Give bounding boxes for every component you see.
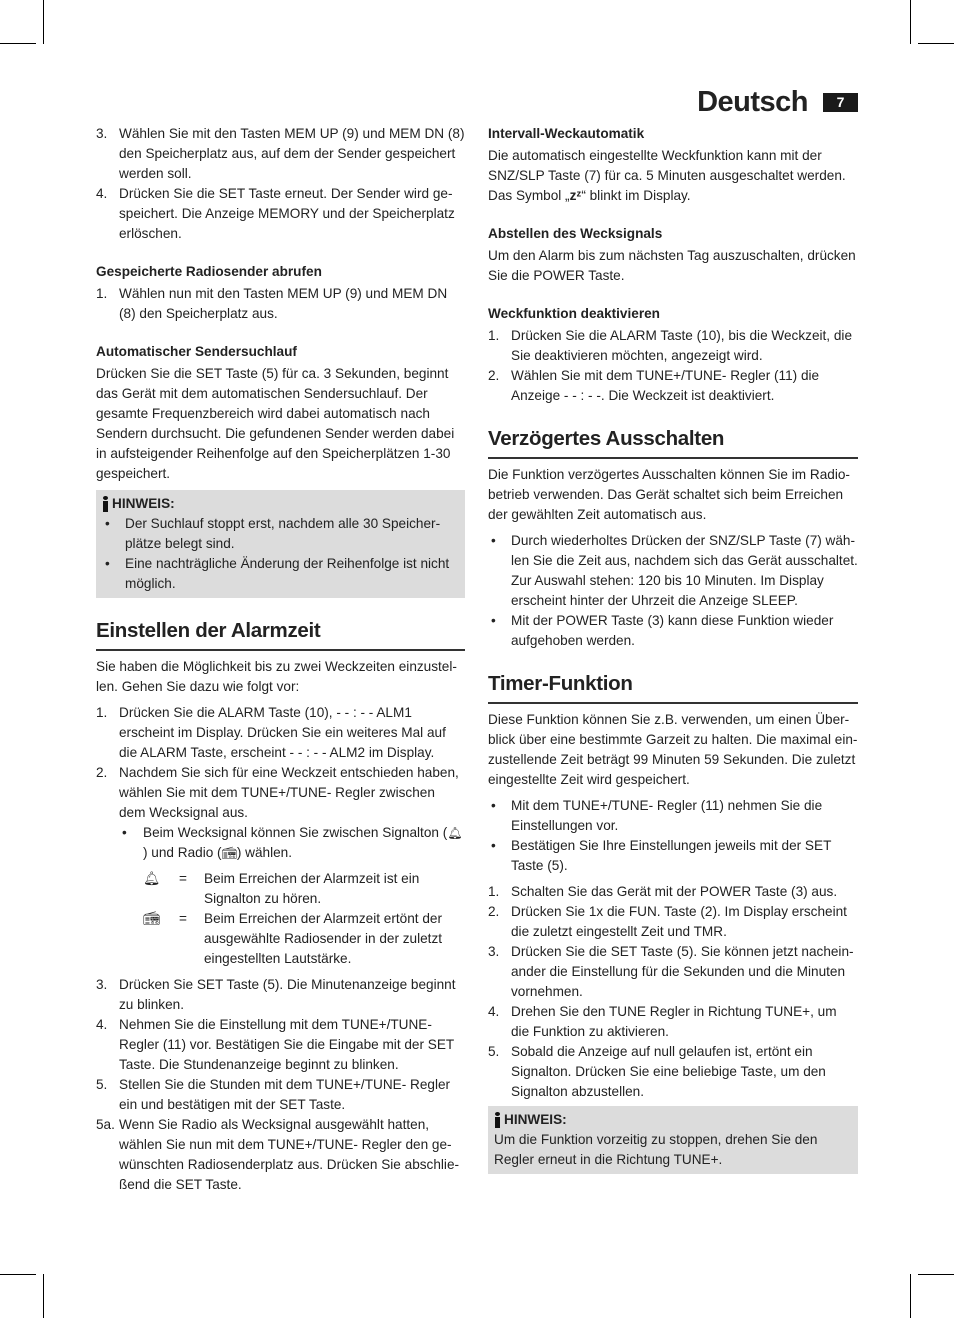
note-list xyxy=(102,514,459,594)
item-number: 5a. xyxy=(96,1117,115,1132)
item-text: Drücken Sie die SET Taste (5). Sie können jetzt nacheinander die Einstellung für die Sekunden und die Minuten vornehmen. xyxy=(511,944,854,999)
item-text: Wählen nun mit den Tasten MEM UP (9) und MEM DN (8) den Speicherplatz aus. xyxy=(119,286,448,321)
section-heading-timer: Timer-Funktion xyxy=(488,671,858,704)
page-number: 7 xyxy=(823,93,858,112)
list-item xyxy=(96,1015,465,1075)
list-item xyxy=(96,184,465,244)
crop-mark xyxy=(43,0,44,44)
note-box xyxy=(96,490,465,598)
item-text: Wählen Sie mit den Tasten MEM UP (9) und MEM DN (8) den Speicherplatz aus, auf dem der Sender gespeichert werden soll. xyxy=(119,126,465,181)
alarm-steps-list xyxy=(96,703,465,823)
list-item xyxy=(96,975,465,1015)
bell-icon: 🔔︎ xyxy=(143,871,161,886)
crop-mark xyxy=(918,43,954,44)
item-number: 3. xyxy=(96,977,108,992)
list-item xyxy=(488,1042,858,1102)
bullet: • xyxy=(122,825,127,840)
item-number: 5. xyxy=(488,1044,500,1059)
crop-mark xyxy=(918,1274,954,1275)
crop-mark xyxy=(0,43,36,44)
item-text: Mit der POWER Taste (3) kann diese Funktion wieder aufgehoben werden. xyxy=(511,613,834,648)
bell-icon: 🔔︎ xyxy=(447,826,463,840)
snooze-symbol: zᶻ xyxy=(569,188,582,203)
signal-options-list xyxy=(96,823,465,863)
item-text: Mit dem TUNE+/TUNE- Regler (11) nehmen Sie die Einstellungen vor. xyxy=(511,798,823,833)
list-item xyxy=(488,1002,858,1042)
deactivate-list xyxy=(488,326,858,406)
list-item xyxy=(488,942,858,1002)
list-item xyxy=(102,554,459,594)
equals-sign: = xyxy=(179,911,187,926)
bullet: • xyxy=(105,516,110,531)
item-text: Drehen Sie den TUNE Regler in Richtung TUNE+, um die Funktion zu aktivieren. xyxy=(511,1004,837,1039)
item-text: Drücken Sie die SET Taste erneut. Der Sender wird gespeichert. Die Anzeige MEMORY und der Speicherplatz erlöschen. xyxy=(119,186,455,241)
recall-list xyxy=(96,284,465,324)
item-text: Schalten Sie das Gerät mit der POWER Taste (3) aus. xyxy=(511,884,838,899)
item-text: Eine nachträgliche Änderung der Reihenfolge ist nicht möglich. xyxy=(125,556,450,591)
autosearch-text: Drücken Sie die SET Taste (5) für ca. 3 Sekunden, beginnt das Gerät mit dem automatischen Sendersuchlauf. Der gesamte Frequenzbereich wird dabei automatisch nach Sendern durchsucht. Die gefundenen Sender werden dabei in aufsteigender Reihenfolge auf den Speicherplätzen 1-30 gespeichert. xyxy=(96,366,455,481)
alarm-steps-list-continued xyxy=(96,975,465,1195)
item-text: Der Suchlauf stoppt erst, nachdem alle 30 Speicherplätze belegt sind. xyxy=(125,516,441,551)
definition-text: Beim Erreichen der Alarmzeit ist ein Signalton zu hören. xyxy=(204,871,420,906)
item-number: 2. xyxy=(488,904,500,919)
memory-steps-list xyxy=(96,124,465,244)
info-icon xyxy=(494,1112,501,1128)
snooze-text-part: “ blinkt im Display. xyxy=(581,188,691,203)
item-number: 4. xyxy=(488,1004,500,1019)
item-text: Bestätigen Sie Ihre Einstellungen jeweils mit der SET Taste (5). xyxy=(511,838,832,873)
item-text: Nachdem Sie sich für eine Weckzeit entschieden haben, wählen Sie mit dem TUNE+/TUNE- Regler zwischen dem Wecksignal aus. xyxy=(119,765,459,820)
item-text: ) wählen. xyxy=(236,845,292,860)
alarm-intro: Sie haben die Möglichkeit bis zu zwei Weckzeiten einzustellen. Gehen Sie dazu wie folgt vor: xyxy=(96,659,457,694)
list-item xyxy=(488,326,858,366)
definition-text: Beim Erreichen der Alarmzeit ertönt der ausgewählte Radiosender in der zuletzt eingestellten Lautstärke. xyxy=(204,911,443,966)
item-text: Drücken Sie 1x die FUN. Taste (2). Im Display erscheint die zuletzt eingestellt Zeit und TMR. xyxy=(511,904,847,939)
note-text: Um die Funktion vorzeitig zu stoppen, drehen Sie den Regler erneut in die Richtung TUNE+. xyxy=(494,1132,818,1167)
item-text: Wählen Sie mit dem TUNE+/TUNE- Regler (11) die Anzeige - - : - -. Die Weckzeit ist deaktiviert. xyxy=(511,368,820,403)
bullet: • xyxy=(491,798,496,813)
item-number: 1. xyxy=(96,286,108,301)
item-text: Nehmen Sie die Einstellung mit dem TUNE+/TUNE- Regler (11) vor. Bestätigen Sie die Eingabe mit der SET Taste. Die Stundenanzeige beginnt zu blinken. xyxy=(119,1017,454,1072)
item-text: Drücken Sie die ALARM Taste (10), - - : - - ALM1 erscheint im Display. Drücken Sie ein weiteres Mal auf die ALARM Taste, erscheint - - : - - ALM2 im Display. xyxy=(119,705,446,760)
item-number: 4. xyxy=(96,186,108,201)
crop-mark xyxy=(0,1274,36,1275)
list-item xyxy=(96,763,465,823)
note-label: HINWEIS: xyxy=(504,1112,567,1127)
list-item xyxy=(96,124,465,184)
snooze-heading: Intervall-Weckautomatik xyxy=(488,126,645,141)
note-heading xyxy=(102,494,459,514)
list-item xyxy=(96,1075,465,1115)
list-item xyxy=(96,1115,465,1195)
list-item xyxy=(488,902,858,942)
radio-icon: 📻︎ xyxy=(221,846,237,860)
note-label: HINWEIS: xyxy=(112,496,175,511)
item-number: 3. xyxy=(96,126,108,141)
note-heading xyxy=(494,1110,852,1130)
radio-icon: 📻︎ xyxy=(143,911,161,926)
crop-mark xyxy=(910,1274,911,1318)
sleep-list xyxy=(488,531,858,651)
list-item xyxy=(119,823,465,863)
timer-bullets xyxy=(488,796,858,876)
crop-mark xyxy=(43,1274,44,1318)
list-item xyxy=(488,796,858,836)
list-item xyxy=(488,882,858,902)
bullet: • xyxy=(491,838,496,853)
item-number: 1. xyxy=(488,328,500,343)
list-item xyxy=(488,366,858,406)
autosearch-heading: Automatischer Sendersuchlauf xyxy=(96,344,297,359)
item-text: Drücken Sie die ALARM Taste (10), bis die Weckzeit, die Sie deaktivieren möchten, angezeigt wird. xyxy=(511,328,853,363)
page-title: Deutsch xyxy=(697,86,808,118)
left-column xyxy=(96,124,465,1195)
deactivate-heading: Weckfunktion deaktivieren xyxy=(488,306,660,321)
list-item xyxy=(96,284,465,324)
bullet: • xyxy=(491,613,496,628)
equals-sign: = xyxy=(179,871,187,886)
bullet: • xyxy=(105,556,110,571)
list-item xyxy=(96,703,465,763)
sleep-intro: Die Funktion verzögertes Ausschalten können Sie im Radiobetrieb verwenden. Das Gerät schaltet sich beim Erreichen der gewählten Zeit automatisch aus. xyxy=(488,467,850,522)
item-text: Wenn Sie Radio als Wecksignal ausgewählt hatten, wählen Sie nun mit dem TUNE+/TUNE- Regler den gewünschten Radiosenderplatz aus. Drücken Sie abschließend die SET Taste. xyxy=(119,1117,460,1192)
bullet: • xyxy=(491,533,496,548)
recall-heading: Gespeicherte Radiosender abrufen xyxy=(96,264,322,279)
right-column xyxy=(488,124,858,1174)
timer-steps-list xyxy=(488,882,858,1102)
section-heading-alarm: Einstellen der Alarmzeit xyxy=(96,618,465,651)
item-text: Sobald die Anzeige auf null gelaufen ist, ertönt ein Signalton. Drücken Sie eine beliebige Taste, um den Signalton abzustellen. xyxy=(511,1044,826,1099)
crop-mark xyxy=(910,0,911,44)
item-number: 3. xyxy=(488,944,500,959)
item-number: 5. xyxy=(96,1077,108,1092)
item-number: 1. xyxy=(96,705,108,720)
definition-row xyxy=(96,869,465,909)
item-number: 2. xyxy=(488,368,500,383)
list-item xyxy=(488,531,858,611)
stop-heading: Abstellen des Wecksignals xyxy=(488,226,663,241)
list-item xyxy=(102,514,459,554)
snooze-text-part: Die automatisch eingestellte Weckfunktion kann mit der SNZ/SLP Taste (7) für ca. 5 Minuten ausgeschaltet werden. Das Symbol „ xyxy=(488,148,846,203)
timer-intro: Diese Funktion können Sie z.B. verwenden, um einen Überblick über eine bestimmte Garzeit zu halten. Die maximal einzustellende Zeit beträgt 99 Minuten 59 Sekunden. Die zuletzt eingestellte Zeit wird gespeichert. xyxy=(488,712,858,787)
item-number: 4. xyxy=(96,1017,108,1032)
item-text: Stellen Sie die Stunden mit dem TUNE+/TUNE- Regler ein und bestätigen mit der SET Taste. xyxy=(119,1077,451,1112)
item-number: 2. xyxy=(96,765,108,780)
item-number: 1. xyxy=(488,884,500,899)
info-icon xyxy=(102,496,109,512)
list-item xyxy=(488,611,858,651)
list-item xyxy=(488,836,858,876)
item-text: Durch wiederholtes Drücken der SNZ/SLP Taste (7) wählen Sie die Zeit aus, nachdem sich das Gerät ausschaltet. Zur Auswahl stehen: 120 bis 10 Minuten. Im Display erscheint hinter der Uhrzeit die Anzeige SLEEP. xyxy=(511,533,858,608)
definition-row xyxy=(96,909,465,969)
snooze-text xyxy=(488,146,858,206)
note-box xyxy=(488,1106,858,1174)
item-text: ) und Radio ( xyxy=(143,845,222,860)
item-text: Beim Wecksignal können Sie zwischen Signalton ( xyxy=(143,825,448,840)
section-heading-sleep: Verzögertes Ausschalten xyxy=(488,426,858,459)
item-text: Drücken Sie SET Taste (5). Die Minutenanzeige beginnt zu blinken. xyxy=(119,977,456,1012)
stop-text: Um den Alarm bis zum nächsten Tag auszuschalten, drücken Sie die POWER Taste. xyxy=(488,248,856,283)
